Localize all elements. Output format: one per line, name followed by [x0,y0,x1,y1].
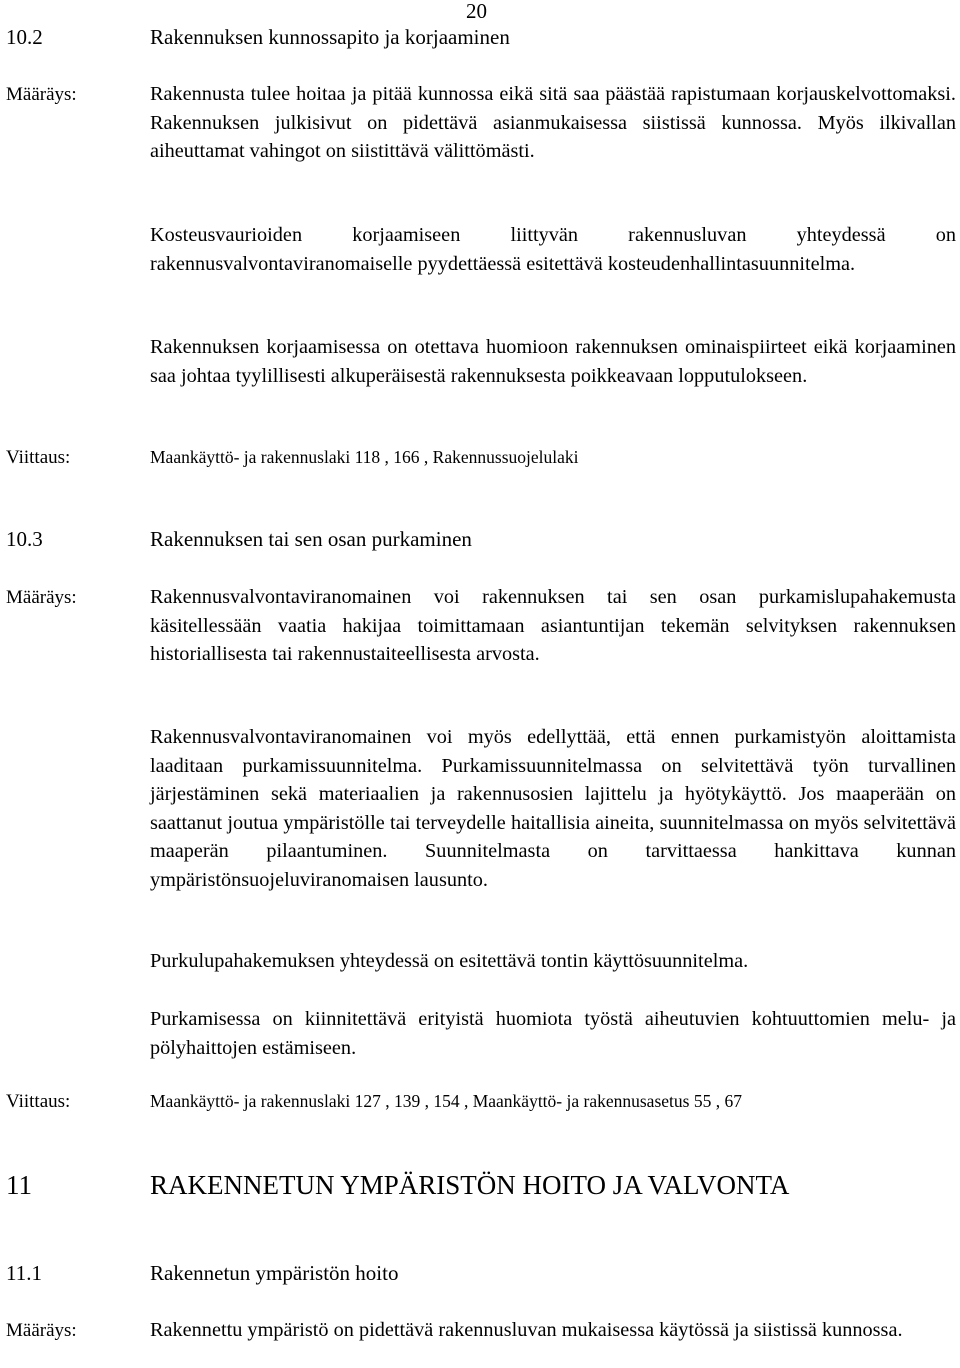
paragraph: Purkamisessa on kiinnitettävä erityistä huomiota työstä aiheutuvien kohtuuttomien melu- ja pölyhaittojen estämiseen. [150,1008,956,1059]
maarays-label: Määräys: [6,1320,77,1341]
chapter-title: RAKENNETUN YMPÄRISTÖN HOITO JA VALVONTA [150,1170,790,1200]
chapter-number: 11 [6,1170,32,1200]
section-title: Rakennuksen tai sen osan purkaminen [150,527,472,551]
paragraph: Rakennettu ympäristö on pidettävä rakennusluvan mukaisessa käytössä ja siistissä kunnossa. [150,1319,903,1341]
paragraph: Purkulupahakemuksen yhteydessä on esitettävä tontin käyttösuunnitelma. [150,950,749,972]
viittaus-label: Viittaus: [6,447,71,468]
paragraph: Rakennusvalvontaviranomainen voi rakennuksen tai sen osan purkamislupahakemusta käsitellessään vaatia hakijaa toimittamaan asiantuntijan tekemän selvityksen rakennuksen historiallisesta tai rakennustaiteellisesta arvosta. [150,586,956,666]
viittaus-label: Viittaus: [6,1091,71,1112]
page-number: 20 [466,0,487,23]
paragraph: Rakennusta tulee hoitaa ja pitää kunnossa eikä sitä saa päästää rapistumaan korjauskelvottomaksi. Rakennuksen julkisivut on pidettävä asianmukaisessa siistissä kunnossa. Myös ilkivallan aiheuttamat vahingot on siistittävä välittömästi. [150,83,956,163]
reference: Maankäyttö- ja rakennuslaki 118 , 166 , Rakennussuojelulaki [150,447,579,467]
paragraph: Kosteusvaurioiden korjaamiseen liittyvän rakennusluvan yhteydessä on rakennusvalvontaviranomaiselle pyydettäessä esitettävä kosteudenhallintasuunnitelma. [150,224,956,275]
maarays-label: Määräys: [6,84,77,105]
maarays-label: Määräys: [6,587,77,608]
paragraph: Rakennusvalvontaviranomainen voi myös edellyttää, että ennen purkamistyön aloittamista laaditaan purkamissuunnitelma. Purkamissuunnitelmassa on selvitettävä työn turvallinen järjestäminen sekä materiaalien ja rakennusosien lajittelu ja hyötykäyttö. Jos maaperään on saattanut joutua ympäristölle tai terveydelle haitallisia aineita, suunnitelmassa on myös selvitettävä maaperän pilaantuminen. Suunnitelmasta on tarvittaessa hankittava kunnan ympäristönsuojeluviranomaisen lausunto. [150,726,956,891]
section-number: 11.1 [6,1261,42,1285]
paragraph: Rakennuksen korjaamisessa on otettava huomioon rakennuksen ominaispiirteet eikä korjaaminen saa johtaa tyylillisesti alkuperäisestä rakennuksesta poikkeavaan lopputulokseen. [150,336,956,387]
section-title: Rakennetun ympäristön hoito [150,1261,399,1285]
section-title: Rakennuksen kunnossapito ja korjaaminen [150,25,510,49]
section-number: 10.2 [6,25,43,49]
section-number: 10.3 [6,527,43,551]
reference: Maankäyttö- ja rakennuslaki 127 , 139 , 154 , Maankäyttö- ja rakennusasetus 55 , 67 [150,1091,742,1111]
